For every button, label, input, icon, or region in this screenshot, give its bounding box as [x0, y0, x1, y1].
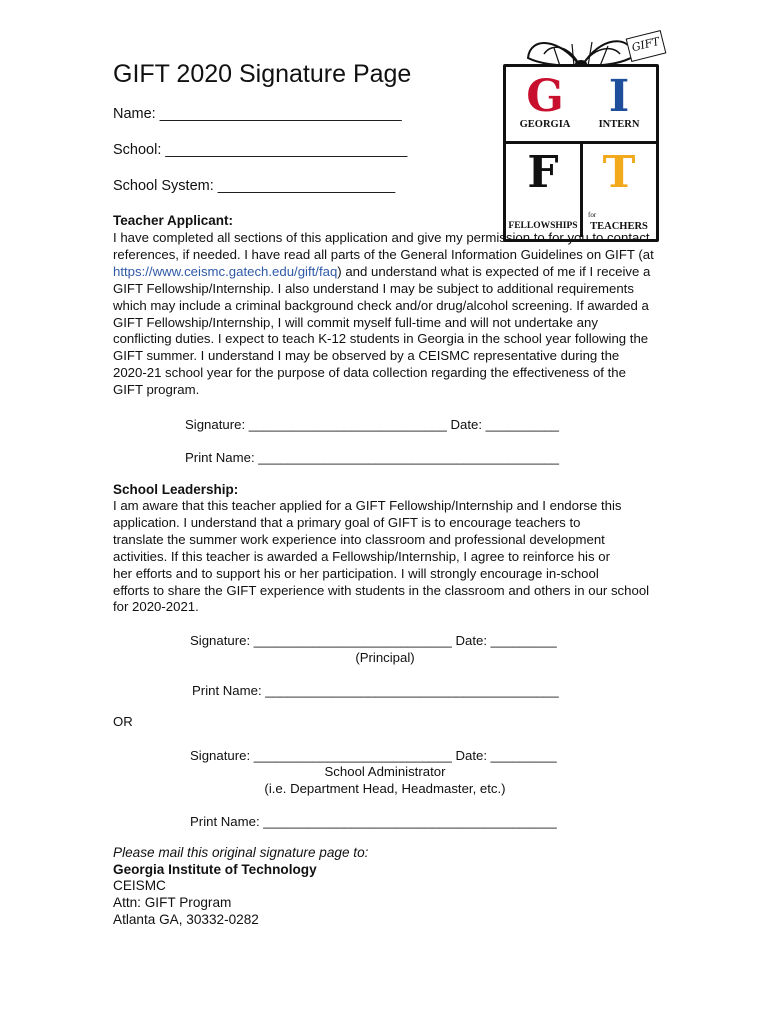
administrator-caption-detail: (i.e. Department Head, Headmaster, etc.) — [264, 781, 506, 796]
paragraph-line: which may include a criminal background check and/or drug/alcohol screening. If awarded a — [113, 297, 649, 313]
paragraph-line: efforts to share the GIFT experience with students in the classroom and others in our school — [113, 582, 650, 598]
teacher-signature-line: Signature: ___________________________ Date: __________ — [185, 417, 559, 432]
gift-logo — [500, 28, 670, 232]
logo-label-for: for — [588, 211, 597, 219]
paragraph-line: GIFT summer. I understand I may be observed by a CEISMC representative during the — [113, 348, 620, 364]
paragraph-line: GIFT Fellowship/Internship. I also understand I may be subject to additional requirements — [113, 280, 634, 296]
paragraph-line: references, if needed. I have read all parts of the General Information Guidelines on GIFT (at — [113, 246, 654, 262]
logo-grid — [503, 64, 659, 242]
paragraph-line-rest: ) and understand what is expected of me if I receive a — [337, 263, 651, 279]
mailing-org: CEISMC — [113, 878, 166, 894]
principal-print-name-line: Print Name: ________________________________________ — [192, 683, 559, 698]
logo-quadrant-teachers — [582, 147, 656, 237]
logo-letter-g: G — [526, 71, 564, 122]
administrator-caption: School Administrator — [324, 764, 446, 779]
paragraph-line: activities. If this teacher is awarded a Fellowship/Internship, I agree to reinforce his or — [113, 548, 610, 564]
paragraph-line: GIFT program. — [113, 382, 200, 398]
gift-faq-link[interactable]: https://www.ceismc.gatech.edu/gift/faq — [113, 263, 338, 279]
logo-label-teachers: TEACHERS — [590, 221, 648, 232]
mailing-address-block — [113, 845, 368, 929]
mailing-instruction: Please mail this original signature page to: — [113, 845, 369, 860]
logo-letter-f: F — [527, 147, 559, 198]
school-system-field: School System: ______________________ — [113, 178, 396, 194]
paragraph-line: for 2020-2021. — [113, 599, 199, 615]
paragraph-line: her efforts and to support his or her participation. I will strongly encourage in-school — [113, 565, 599, 581]
teacher-applicant-paragraph — [113, 230, 654, 399]
logo-label-fellowships: FELLOWSHIPS — [508, 221, 578, 231]
school-leadership-paragraph — [113, 498, 649, 616]
administrator-print-name-line: Print Name: ________________________________________ — [190, 814, 557, 829]
mailing-institution: Georgia Institute of Technology — [113, 861, 317, 877]
principal-signature-line: Signature: ___________________________ Date: _________ — [190, 633, 557, 648]
mailing-address: Atlanta GA, 30332-0282 — [113, 911, 259, 927]
paragraph-line: conflicting duties. I expect to teach K-12 students in Georgia in the school year following the — [113, 331, 649, 347]
paragraph-line: translate the summer work experience into classroom and professional development — [113, 531, 605, 547]
teacher-applicant-heading: Teacher Applicant: — [113, 213, 234, 228]
school-leadership-heading: School Leadership: — [113, 482, 239, 497]
logo-letter-i: I — [608, 71, 630, 122]
mailing-attn: Attn: GIFT Program — [113, 895, 232, 911]
logo-quadrant-fellowships — [506, 147, 580, 237]
logo-letter-t: T — [602, 147, 636, 198]
administrator-signature-line: Signature: ___________________________ Date: _________ — [190, 748, 557, 763]
paragraph-line — [113, 264, 654, 281]
gift-tag-label: GIFT — [630, 34, 661, 55]
principal-caption: (Principal) — [355, 650, 415, 665]
paragraph-line: I have completed all sections of this application and give my permission to for you to contact — [113, 230, 650, 245]
name-field: Name: ______________________________ — [113, 106, 402, 122]
paragraph-line: I am aware that this teacher applied for a GIFT Fellowship/Internship and I endorse this — [113, 498, 622, 513]
logo-label-intern: INTERN — [598, 119, 640, 130]
logo-label-georgia: GEORGIA — [519, 119, 571, 130]
logo-quadrant-intern — [582, 71, 656, 141]
paragraph-line: GIFT Fellowship/Internship, I will commit myself full-time and will not undertake any — [113, 314, 598, 330]
teacher-print-name-line: Print Name: _________________________________________ — [185, 450, 559, 465]
paragraph-line: 2020-21 school year for the purpose of data collection regarding the effectiveness of the — [113, 365, 626, 381]
logo-quadrant-georgia — [508, 71, 582, 141]
school-field: School: ______________________________ — [113, 142, 408, 158]
or-label: OR — [113, 714, 133, 729]
paragraph-line: application. I understand that a primary goal of GIFT is to encourage teachers to — [113, 514, 581, 530]
page-title: GIFT 2020 Signature Page — [113, 60, 412, 88]
